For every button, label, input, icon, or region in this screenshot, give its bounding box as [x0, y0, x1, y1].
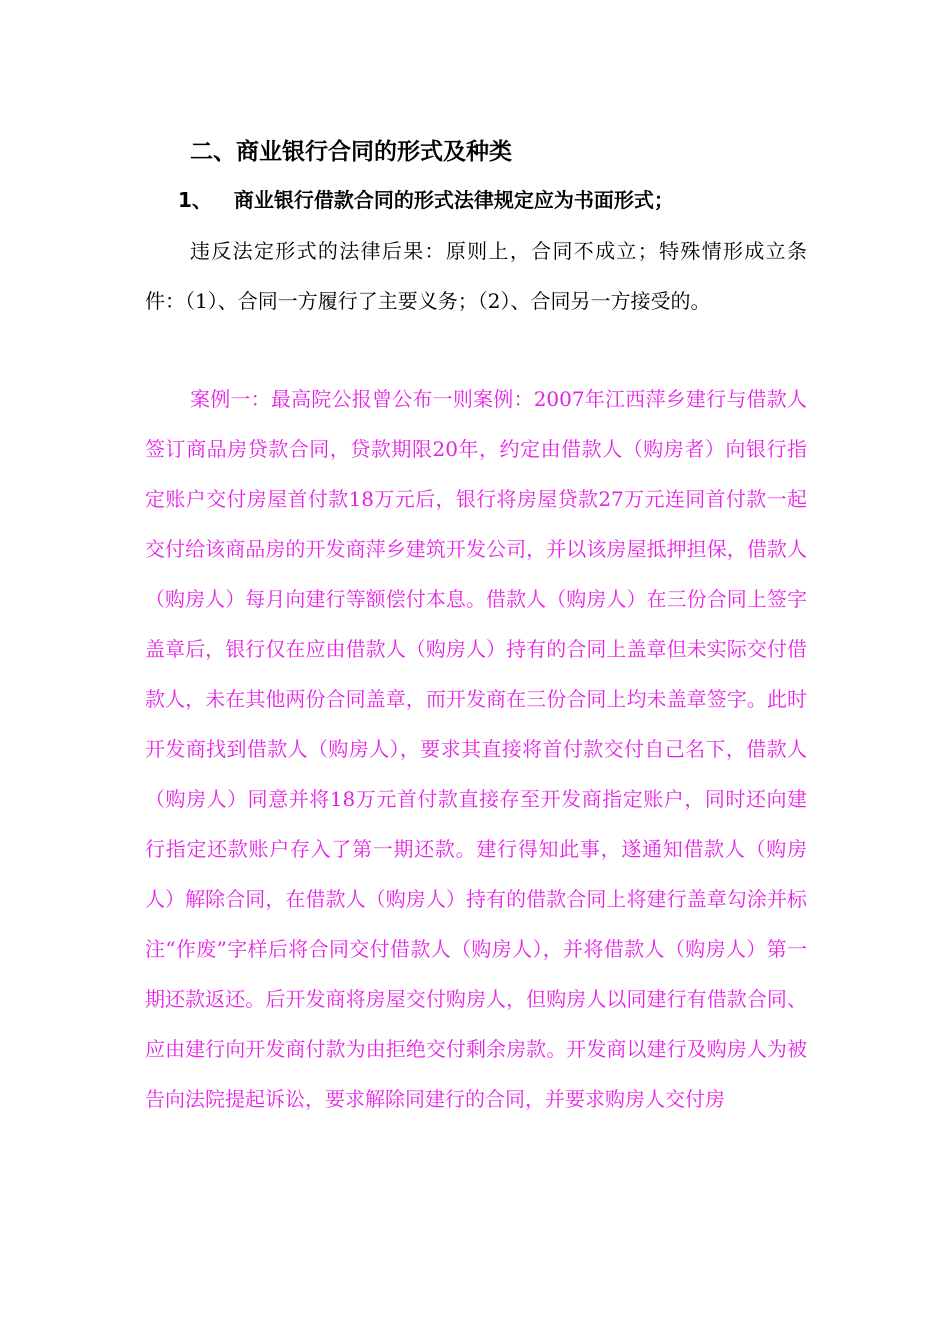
- section-heading: 二、商业银行合同的形式及种类: [190, 139, 512, 165]
- subsection-title: 商业银行借款合同的形式法律规定应为书面形式；: [233, 188, 674, 212]
- legal-consequence-paragraph: 违反法定形式的法律后果：原则上，合同不成立；特殊情形成立条件：（1）、合同一方履行了主要义务；（2）、合同另一方接受的。: [145, 239, 807, 313]
- case-example-paragraph: 案例一：最高院公报曾公布一则案例：2007年江西萍乡建行与借款人签订商品房贷款合同，贷款期限20年，约定由借款人（购房者）向银行指定账户交付房屋首付款18万元后，银行将房屋贷款27万元连同首付款一起交付给该商品房的开发商萍乡建筑开发公司，并以该房屋抵押担保，借款人（购房人）每月向建行等额偿付本息。借款人（购房人）在三份合同上签字盖章后，银行仅在应由借款人（购房人）持有的合同上盖章但未实际交付借款人，未在其他两份合同盖章，而开发商在三份合同上均未盖章签字。此时开发商找到借款人（购房人），要求其直接将首付款交付自己名下，借款人（购房人）同意并将18万元首付款直接存至开发商指定账户，同时还向建行指定还款账户存入了第一期还款。建行得知此事，遂通知借款人（购房人）解除合同，在借款人（购房人）持有的借款合同上将建行盖章勾涂并标注“作废”字样后将合同交付借款人（购房人），并将借款人（购房人）第一期还款返还。后开发商将房屋交付购房人，但购房人以同建行有借款合同、应由建行向开发商付款为由拒绝交付剩余房款。开发商以建行及购房人为被告向法院提起诉讼，要求解除同建行的合同，并要求购房人交付房: [145, 387, 807, 1111]
- subsection-number: 1、: [178, 188, 212, 212]
- subsection-heading: [178, 184, 674, 216]
